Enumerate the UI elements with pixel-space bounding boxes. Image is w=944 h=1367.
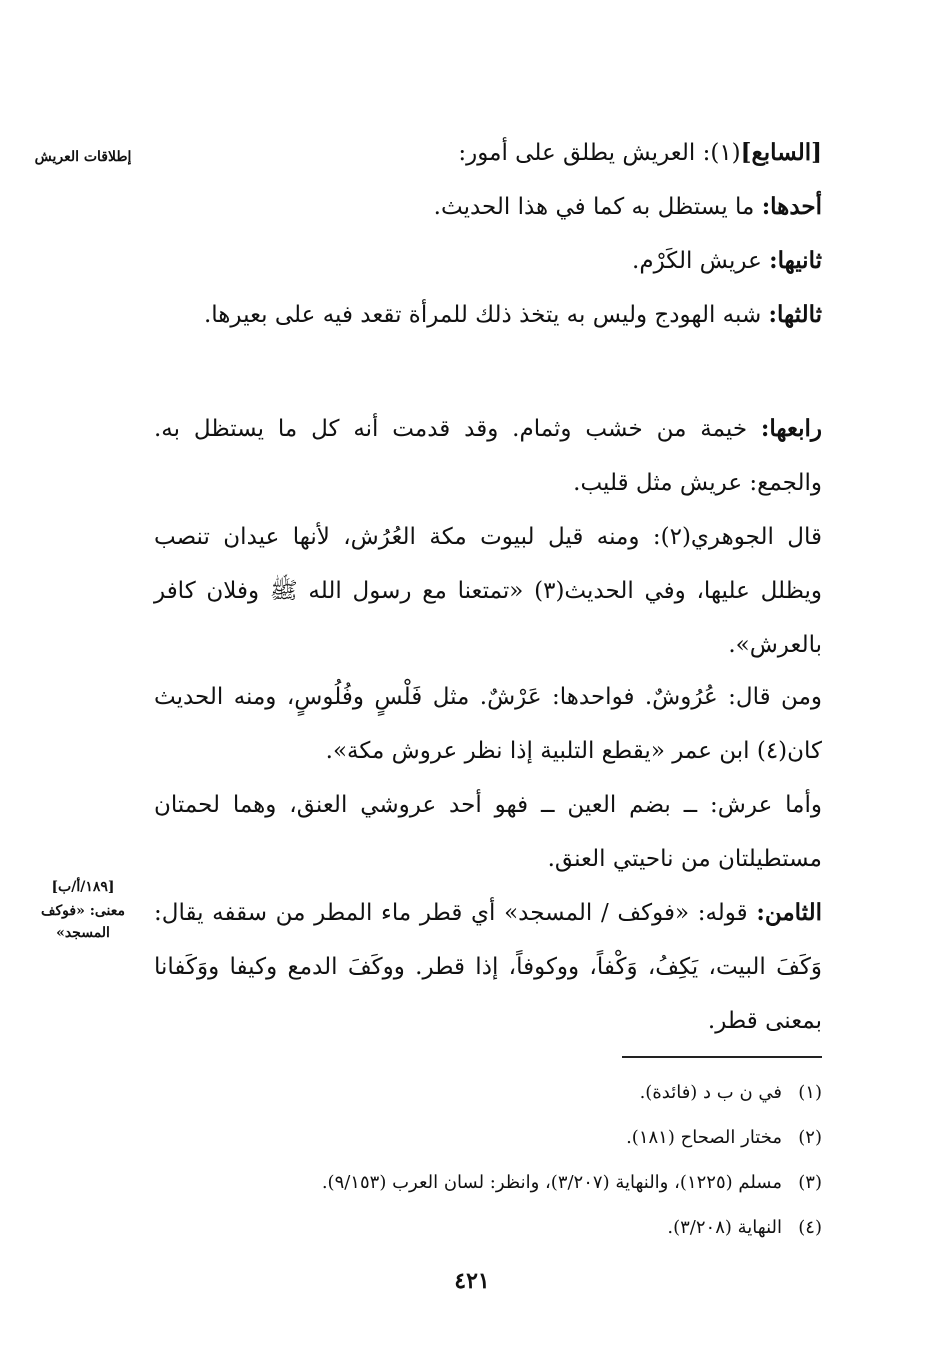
paragraph-text: خيمة من خشب وثمام. وقد قدمت أنه كل ما يستظل به. والجمع: عريش مثل قليب. (154, 416, 822, 496)
paragraph-lead: أحدها: (761, 193, 822, 220)
paragraph-text: قوله: «فوكف / المسجد» أي قطر ماء المطر من سقفه يقال: وَكَفَ البيت، يَكِفُ، وَكْفاً، ووكوفاً، إذا قطر. ووكَفَ الدمع وكيفا ووَكَفانا بمعنى قطر. (154, 900, 822, 1034)
footnote (142, 1205, 822, 1250)
paragraph-text: وأما عرش: ــ بضم العين ــ فهو أحد عروشي العنق، وهما لحمتان مستطيلتان من ناحيتي العنق. (154, 792, 822, 872)
margin-note-folio-ref: [١٨٩/أ/ب] (51, 879, 115, 895)
paragraph-lead: ثانيها: (769, 247, 822, 274)
paragraph (154, 778, 822, 886)
paragraph-text: عريش الكَرْم. (632, 248, 762, 274)
footnote-text: النهاية (٣/٢٠٨). (667, 1217, 782, 1238)
paragraph (154, 288, 822, 342)
footnote-number: (٣) (798, 1172, 822, 1193)
paragraph (154, 402, 822, 510)
page-number: ٤٢١ (454, 1268, 490, 1294)
paragraph-lead: رابعها: (760, 415, 822, 442)
paragraph (154, 670, 822, 778)
footnote (142, 1070, 822, 1115)
paragraph-lead: [السابع] (740, 139, 822, 166)
footnote-separator (622, 1056, 822, 1058)
paragraph-lead: ثالثها: (768, 301, 822, 328)
paragraph (154, 126, 822, 180)
footnote-number: (١) (798, 1082, 822, 1103)
footnote-text: مختار الصحاح (١٨١). (626, 1127, 782, 1148)
paragraph-text: ومن قال: عُرُوشٌ. فواحدها: عَرْشٌ. مثل فَلْسٍ وفُلُوسٍ، ومنه الحديث كان(٤) ابن عمر «يقطع التلبية إذا نظر عروش مكة». (154, 684, 822, 764)
footnote-text: مسلم (١٢٢٥)، والنهاية (٣/٢٠٧)، وانظر: لسان العرب (٩/١٥٣). (321, 1172, 782, 1193)
paragraph-text: ما يستظل به كما في هذا الحديث. (433, 194, 755, 220)
margin-note-definitions: إطلاقات العريش (34, 149, 132, 165)
margin-note-meaning: معنى: «فوكف المسجد» (40, 903, 126, 941)
paragraph (154, 886, 822, 1048)
footnote (142, 1160, 822, 1205)
paragraph (154, 234, 822, 288)
paragraph-lead: الثامن: (756, 899, 823, 926)
footnote-text: في ن ب د (فائدة). (639, 1082, 782, 1103)
paragraph (154, 510, 822, 672)
footnote (142, 1115, 822, 1160)
paragraph (154, 180, 822, 234)
footnote-number: (٢) (798, 1127, 822, 1148)
paragraph-text: قال الجوهري(٢): ومنه قيل لبيوت مكة العُرُش، لأنها عيدان تنصب ويظلل عليها، وفي الحديث(٣) «تمتعنا مع رسول الله ﷺ وفلان كافر بالعرش». (154, 524, 822, 658)
footnotes (142, 1070, 822, 1250)
paragraph-text: شبه الهودج وليس به يتخذ ذلك للمرأة تقعد فيه على بعيرها. (203, 302, 762, 328)
footnote-number: (٤) (798, 1217, 822, 1238)
paragraph-text: (١): العريش يطلق على أمور: (458, 140, 741, 166)
